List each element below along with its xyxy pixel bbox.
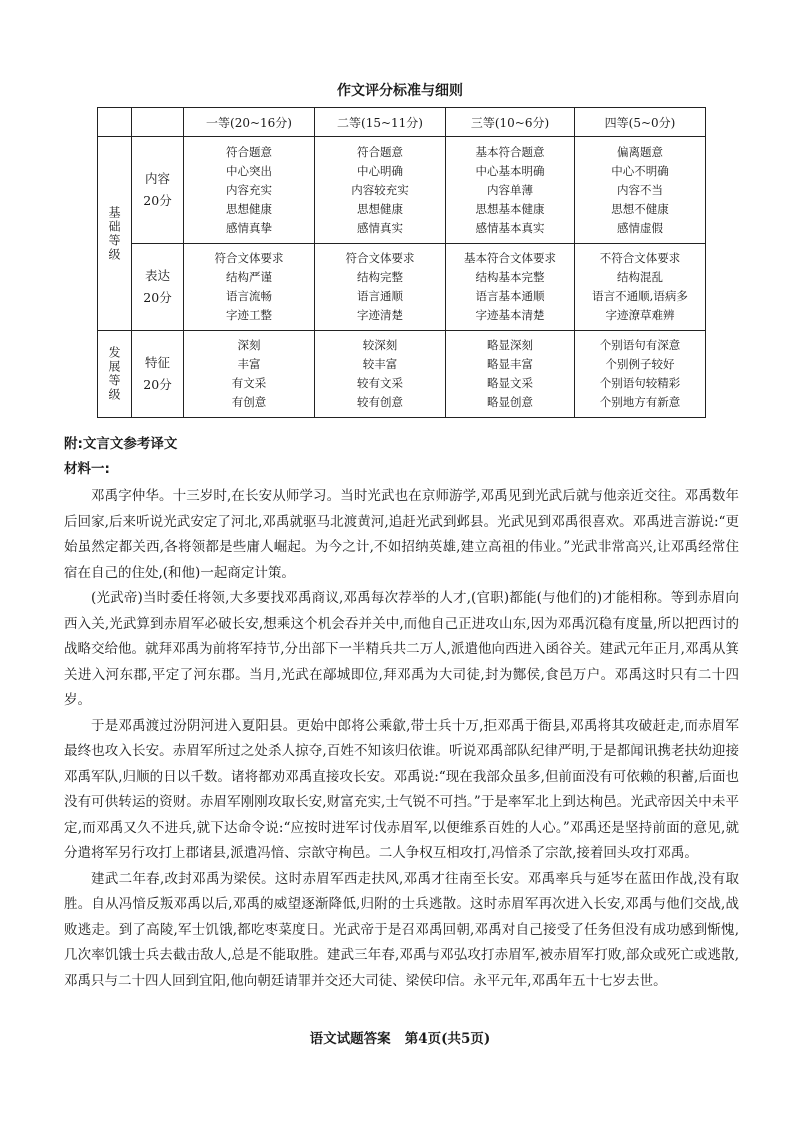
criterion-line: 有文采 <box>231 376 267 390</box>
criterion-line: 结构严谨 <box>226 270 272 284</box>
criterion-line: 思想基本健康 <box>475 201 545 216</box>
table-row <box>98 137 706 244</box>
criterion-line: 字迹工整 <box>226 308 272 322</box>
grade-header: 一等(20~16分) <box>184 108 315 137</box>
criterion-line: 内容较充实 <box>351 182 409 197</box>
table-cell <box>315 244 446 331</box>
table-row <box>98 244 706 331</box>
paragraph: (光武帝)当时委任将领,大多要找邓禹商议,邓禹每次荐举的人才,(官职)都能(与他们的)才能相称。等到赤眉向西入关,光武算到赤眉军必破长安,想乘这个机会吞并关中,而他自己正进攻山东,因为邓禹沉稳有度量,所以把西讨的战略交给他。就拜邓禹为前将军持节,分出部下一半精兵共二万人,派遣他向西进入函谷关。建武元年正月,邓禹从箕关进入河东郡,平定了河东郡。当月,光武在鄗城即位,拜邓禹为大司徒,封为酂侯,食邑万户。邓禹这时只有二十四岁。 <box>64 590 739 708</box>
criterion-line: 符合文体要求 <box>345 251 415 265</box>
table-cell <box>575 137 706 244</box>
table-title: 作文评分标准与细则 <box>337 83 463 99</box>
category-score: 20分 <box>143 377 172 392</box>
criterion-line: 内容不当 <box>617 182 663 197</box>
category-name: 特征 <box>144 355 170 370</box>
scoring-rubric-table <box>97 107 706 418</box>
criterion-line: 深刻 <box>237 338 261 352</box>
criterion-line: 字迹清楚 <box>357 308 403 322</box>
group-label-cell <box>98 137 132 331</box>
table-row <box>98 331 706 418</box>
table-cell <box>446 331 575 418</box>
criterion-line: 丰富 <box>237 357 261 371</box>
paragraph: 于是邓禹渡过汾阴河进入夏阳县。更始中郎将公乘歙,带士兵十万,拒邓禹于衙县,邓禹将其攻破赶走,而赤眉军最终也攻入长安。赤眉军所过之处杀人掠夺,百姓不知该归依谁。听说邓禹部队纪律严明,于是都闻讯携老扶幼迎接邓禹军队,归顺的日以千数。诸将都劝邓禹直接攻长安。邓禹说:“现在我部众虽多,但前面没有可依赖的积蓄,后面也没有可供转运的资财。赤眉军刚刚攻取长安,财富充实,士气锐不可挡。”于是率军北上到达栒邑。光武帝因关中未平定,而邓禹又久不进兵,就下达命令说:“应按时进军讨伐赤眉军,以便维系百姓的人心。”邓禹还是坚持前面的意见,就分遣将军另行攻打上郡诸县,派遣冯愔、宗歆守栒邑。二人争权互相攻打,冯愔杀了宗歆,接着回头攻打邓禹。 <box>64 717 739 861</box>
criterion-line: 思想健康 <box>226 201 272 216</box>
translation-text <box>64 484 739 994</box>
criterion-line: 基本符合题意 <box>475 144 545 159</box>
criterion-line: 感情虚假 <box>617 220 663 235</box>
criterion-line: 符合题意 <box>357 144 403 159</box>
group-label-cell <box>98 331 132 418</box>
table-cell <box>446 244 575 331</box>
criterion-line: 不符合文体要求 <box>599 251 681 265</box>
criterion-line: 结构完整 <box>357 270 403 284</box>
criterion-line: 感情真实 <box>357 220 403 235</box>
criterion-line: 个别例子较好 <box>605 357 675 371</box>
table-cell <box>575 244 706 331</box>
table-cell <box>184 137 315 244</box>
criterion-line: 略显丰富 <box>487 357 533 371</box>
criterion-line: 语言流畅 <box>226 289 272 303</box>
paragraph: 邓禹字仲华。十三岁时,在长安从师学习。当时光武也在京师游学,邓禹见到光武后就与他亲近交往。邓禹数年后回家,后来听说光武安定了河北,邓禹就驱马北渡黄河,追赶光武到邺县。光武见到邓禹很喜欢。邓禹进言游说:“更始虽然定都关西,各将领都是些庸人崛起。为今之计,不如招纳英雄,建立高祖的伟业。”光武非常高兴,让邓禹经常住宿在自己的住处,(和他)一起商定计策。 <box>64 488 739 581</box>
criterion-line: 语言基本通顺 <box>475 289 545 303</box>
appendix-title: 附:文言文参考译文 <box>64 436 178 452</box>
criterion-line: 中心基本明确 <box>475 163 545 178</box>
criterion-line: 略显文采 <box>487 376 533 390</box>
category-cell <box>132 137 184 244</box>
paragraph: 建武二年春,改封邓禹为梁侯。这时赤眉军西走扶风,邓禹才往南至长安。邓禹率兵与延岑在蓝田作战,没有取胜。自从冯愔反叛邓禹以后,邓禹的威望逐渐降低,归附的士兵逃散。这时赤眉军再次进入长安,邓禹与他们交战,战败逃走。到了高陵,军士饥饿,都吃枣菜度日。光武帝于是召邓禹回朝,邓禹对自己接受了任务但没有成功感到惭愧,几次率饥饿士兵去截击敌人,总是不能取胜。建武三年春,邓禹与邓弘攻打赤眉军,被赤眉军打败,部众或死亡或逃散,邓禹只与二十四人回到宜阳,他向朝廷请罪并交还大司徒、梁侯印信。永平元年,邓禹年五十七岁去世。 <box>64 870 739 989</box>
criterion-line: 思想健康 <box>357 201 403 216</box>
table-cell <box>184 331 315 418</box>
criterion-line: 语言通顺 <box>357 289 403 303</box>
criterion-line: 较深刻 <box>362 338 398 352</box>
criterion-line: 符合文体要求 <box>214 251 284 265</box>
criterion-line: 字迹潦草难辨 <box>605 308 675 322</box>
criterion-line: 符合题意 <box>226 144 272 159</box>
table-cell <box>184 244 315 331</box>
category-score: 20分 <box>143 193 172 208</box>
criterion-line: 中心突出 <box>226 163 272 178</box>
page-footer: 语文试题答案 第4页(共5页) <box>309 1031 491 1047</box>
criterion-line: 内容单薄 <box>487 182 533 197</box>
category-score: 20分 <box>143 290 172 305</box>
group-label-basic: 基础等级 <box>107 205 121 262</box>
blank-header-cell <box>132 108 184 137</box>
grade-header: 二等(15~11分) <box>315 108 446 137</box>
criterion-line: 结构基本完整 <box>475 270 545 284</box>
criterion-line: 较有创意 <box>357 395 403 409</box>
criterion-line: 感情基本真实 <box>475 220 545 235</box>
criterion-line: 内容充实 <box>226 182 272 197</box>
criterion-line: 感情真挚 <box>226 220 272 235</box>
category-cell <box>132 331 184 418</box>
criterion-line: 略显深刻 <box>487 338 533 352</box>
table-cell <box>446 137 575 244</box>
criterion-line: 略显创意 <box>487 395 533 409</box>
criterion-line: 偏离题意 <box>617 144 663 159</box>
criterion-line: 较有文采 <box>357 376 403 390</box>
criterion-line: 较丰富 <box>362 357 398 371</box>
criterion-line: 基本符合文体要求 <box>464 251 556 265</box>
criterion-line: 思想不健康 <box>611 201 669 216</box>
criterion-line: 结构混乱 <box>617 270 663 284</box>
criterion-line: 语言不通顺,语病多 <box>592 289 688 303</box>
criterion-line: 个别语句有深意 <box>599 338 681 352</box>
group-label-development: 发展等级 <box>107 346 121 402</box>
criterion-line: 个别语句较精彩 <box>599 376 681 390</box>
material-heading: 材料一: <box>64 461 110 477</box>
table-cell <box>315 137 446 244</box>
criterion-line: 中心明确 <box>357 163 403 178</box>
table-cell <box>575 331 706 418</box>
grade-header: 四等(5~0分) <box>575 108 706 137</box>
category-name: 内容 <box>144 171 170 186</box>
grade-header: 三等(10~6分) <box>446 108 575 137</box>
criterion-line: 有创意 <box>231 395 267 409</box>
category-name: 表达 <box>144 268 170 283</box>
criterion-line: 中心不明确 <box>611 163 669 178</box>
table-cell <box>315 331 446 418</box>
blank-header-cell <box>98 108 132 137</box>
category-cell <box>132 244 184 331</box>
criterion-line: 个别地方有新意 <box>599 395 681 409</box>
table-header-row <box>98 108 706 137</box>
criterion-line: 字迹基本清楚 <box>475 308 545 322</box>
